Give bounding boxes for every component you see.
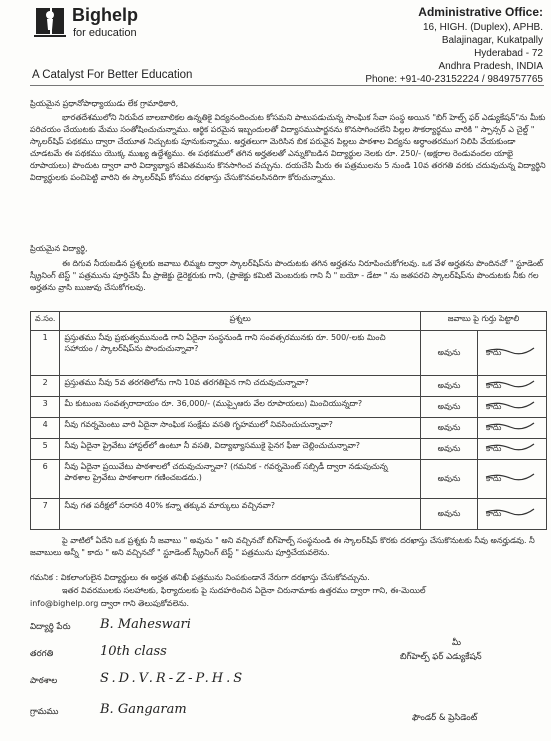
salutation-student: ప్రియమైన విద్యార్థి,: [30, 244, 88, 253]
row-question: నీవు ఏదైనా ప్రైవేటు హాస్టల్‌లో ఉంటూ నీ వసతి, విద్యాభ్యాసముకై పైనగ ఫీజు చెల్లించుచున్నావా?: [60, 439, 421, 460]
intro-paragraph-text: భారతదేశములోని నిరుపేద బాలబాలికల ఉన్నతికై విద్యనందించుట కోసమని పాటుపడుచున్న సాంఘిక సేవా సంస్థ అయిన "బిగ్ హెల్ప్ ఫర్ ఎడ్యుకేషన్"ను మీకు పరిచయం చేయుటకు మేము సంతోషించుచున్నాము. ఆర్థిక పరమైన ఇబ్బందులతో విద్యాసముపార్జనను కొనసాగించలేని పిల్లల సౌకర్యార్థము వారికి " స్పాన్సర్ ఎ చైల్డ్ " స్కాలర్‌షిప్ పథకము ద్వారా చేయూత నిచ్చుటకు పూనుకున్నాము. అర్హతలుగా మెరిసిన బిక పరువైన పిల్లలు పాఠశాల విద్యను అర్ధాంతరముగ నిలిపి వేయకుండా చూడటమే ఈ పథకము యొక్క ముఖ్య ఉద్దేశ్యము. ఈ పథకములో తగిన అర్హతలతో ఎన్నుకొబడిన విద్యార్థుల నెలకు రూ. 250/- (అక్షరాల రెండువందల యాభై రూపాయలు) పొందుట ద్వారా వారి విద్యాభ్యాస జీవితమును కొనసాగించ వచ్చును. దయచేసి మీరు ఈ పత్రములను 5 నుండి 10వ తరగతి వరకు చదువుచున్న విద్యార్థిని విద్యార్థులకు పంచిపెట్టి వారిని ఈ స్కాలర్‌షిప్ కోసము దరఖాస్తు చేసుకొనవలసినదిగా కోరుచున్నాము.: [30, 113, 546, 182]
row-number: 6: [31, 460, 60, 499]
village-label: గ్రామము: [30, 707, 59, 717]
row-number: 1: [31, 331, 60, 376]
row-number: 2: [31, 376, 60, 397]
handwritten-tick-icon: [484, 420, 536, 430]
table-row: [31, 397, 547, 418]
answer-no-label: కాదు: [486, 473, 502, 483]
school-label: పాఠశాల: [30, 676, 58, 686]
contact-line: [30, 585, 547, 597]
table-row: [31, 460, 547, 499]
answer-no-option[interactable]: [478, 418, 547, 439]
row-question: ప్రస్తుతము నీవు ప్రభుత్వమునుండి గాని ఏదైనా సంస్థనుండి గాని సంవత్సరమునకు రూ. 500/-లకు మించి సహాయం / స్కాలర్‌షిప్‌ను పొందుచున్నావా?: [60, 331, 421, 376]
row-question: ప్రస్తుతము నీవు 5వ తరగతిలోను గాని 10వ తరగతిపైన గాని చదువుచున్నావా?: [60, 376, 421, 397]
handwritten-tick-icon: [484, 471, 536, 481]
bighelp-logo-icon: [33, 4, 67, 40]
answer-no-label: కాదు: [486, 380, 502, 390]
eligibility-table: [30, 311, 547, 530]
row-number: 4: [31, 418, 60, 439]
intro-paragraph: [30, 112, 547, 234]
office-line: 16, HIGH. (Duplex), APHB.: [422, 22, 543, 33]
office-line: Balajinagar, Kukatpally: [441, 35, 543, 46]
class-value: 10th class: [100, 644, 167, 659]
student-name-label: విద్యార్థి పేరు: [30, 622, 71, 632]
row-number: 5: [31, 439, 60, 460]
answer-no-option[interactable]: [478, 331, 547, 376]
row-number: 3: [31, 397, 60, 418]
student-paragraph-text: ఈ దిగువ నీయబడిన ప్రశ్నలకు జవాబు లిమ్మట ద్వారా స్కాలర్‌షిప్‌ను పొందుటకు తగిన అర్హతను నిరూపించుకోగలవు. ఒక వేళ అర్హతను పొందినచో " స్టూడెంట్ స్క్రీనింగ్ టెస్ట్ " పత్రమును పూర్తిచేసి మీ ప్రాజెక్టు డైరెక్టరుకు గాని, (ప్రాజెక్టు కమిటి మెంబరుకు గాని నీ " బయో - డేటా " ను జతపరచి స్కాలర్‌షిప్‌ను పొందుటకు నీకు గల అర్హతను వ్రాసి ఋజువు చేసుకోగలవు.: [30, 259, 544, 292]
row-question: నీవు ఏదైనా ప్రయివేటు పాఠశాలలో చదువుచున్నావా? (గమనిక - గవర్నమెంట్ సబ్సిడీ ద్వారా నడుపుచున్న పాఠశాల ప్రైవేటు పాఠశాలగా గణించబడదు.): [60, 460, 421, 499]
table-row: [31, 376, 547, 397]
answer-no-option[interactable]: [478, 439, 547, 460]
col-answer-header: జవాబు పై గుర్తు పెట్టాలి: [421, 312, 547, 331]
note-line: గమనిక : వికలాంగులైన విద్యార్థులు ఈ అర్హత తనిఖీ పత్రమును నింపకుండానే నేరుగా దరఖాస్తు చేసుకోవచ్చును.: [30, 573, 370, 582]
table-row: [31, 439, 547, 460]
answer-no-option[interactable]: [478, 499, 547, 530]
row-question: నీవు గవర్నమెంటు వారి ఏదైనా సాంఘిక సంక్షేమ వసతి గృహములో నివసించుచున్నావా?: [60, 418, 421, 439]
answer-yes-option[interactable]: అవును: [421, 460, 478, 499]
handwritten-tick-icon: [484, 378, 536, 388]
tagline: A Catalyst For Better Education: [32, 69, 193, 81]
village-value: B. Gangaram: [100, 702, 187, 717]
col-number-header: వ.సం.: [31, 312, 60, 331]
answer-no-option[interactable]: [478, 376, 547, 397]
instruction-text: పై వాటిలో ఏదేని ఒక ప్రశ్నకు నీ జవాబు " అవును " అని వచ్చినచో బిగ్‌హెల్ప్ సంస్థనుండి ఈ స్కాలర్‌షిప్ కొరకు దరఖాస్తు చేసుకొనుటకు నీవు అనర్హుడవు. నీ జవాబులు అన్నీ " కాదు " అని వచ్చినచో " స్టూడెంట్ స్క్రీనింగ్ టెస్ట్ " పత్రమును పూర్తిచేయవలెను.: [30, 536, 535, 557]
table-row: [31, 331, 547, 376]
signoff-title: ఫౌండర్ & ప్రెసిడెంట్: [412, 713, 478, 723]
contact-text: ఇతర వివరములకు సలహాలకు, ఫిర్యాదులకు పై సుదహరించిన ఏదైనా చిరునామాకు ఉత్తరము ద్వారా గాని, ఈ-మెయిల్: [62, 586, 426, 595]
answer-no-label: కాదు: [486, 401, 502, 411]
class-label: తరగతి: [30, 649, 54, 659]
row-question: నీవు గత పరీక్షలో సరాసరి 40% కన్నా తక్కువ మార్కులు వచ్చినవా?: [60, 499, 421, 530]
office-line: Andhra Pradesh, INDIA: [438, 61, 543, 72]
student-paragraph: [30, 258, 547, 308]
table-row: [31, 418, 547, 439]
answer-yes-option[interactable]: అవును: [421, 418, 478, 439]
handwritten-tick-icon: [484, 345, 536, 355]
answer-no-label: కాదు: [486, 422, 502, 432]
answer-yes-option[interactable]: అవును: [421, 376, 478, 397]
signoff-organisation: బిగ్‌హెల్ప్ ఫర్ ఎడ్యుకేషన్: [400, 652, 482, 662]
handwritten-tick-icon: [484, 506, 536, 516]
office-title: Administrative Office:: [418, 5, 543, 19]
answer-yes-option[interactable]: అవును: [421, 499, 478, 530]
handwritten-tick-icon: [484, 399, 536, 409]
table-header-row: [31, 312, 547, 331]
salutation-headmaster: ప్రియమైన ప్రధానోపాధ్యాయుడు లేక గ్రామాధికారి,: [30, 99, 179, 108]
col-question-header: ప్రశ్నలు: [60, 312, 421, 331]
school-value: S.D.V.R-Z-P.H.S: [100, 671, 246, 686]
office-phone: Phone: +91-40-23152224 / 9849757765: [365, 74, 543, 85]
answer-yes-option[interactable]: అవును: [421, 331, 478, 376]
answer-no-option[interactable]: [478, 460, 547, 499]
student-name-value: B. Maheswari: [100, 617, 191, 632]
header-divider: [30, 85, 544, 86]
table-row: [31, 499, 547, 530]
answer-no-label: కాదు: [486, 347, 502, 357]
signoff-yours: మీ: [452, 638, 461, 648]
answer-yes-option[interactable]: అవును: [421, 397, 478, 418]
handwritten-tick-icon: [484, 441, 536, 451]
row-number: 7: [31, 499, 60, 530]
answer-yes-option[interactable]: అవును: [421, 439, 478, 460]
answer-no-label: కాదు: [486, 443, 502, 453]
answer-no-option[interactable]: [478, 397, 547, 418]
brand-name: Bighelp: [72, 5, 138, 25]
brand-subtitle: for education: [73, 27, 137, 39]
email-line: info@bighelp.org ద్వారా గాని తెలుపుకోవలెను.: [30, 599, 190, 608]
office-line: Hyderabad - 72: [474, 48, 543, 59]
row-question: మీ కుటుంబ సంవత్సరాదాయం రూ. 36,000/- (ముప్పైఆరు వేల రూపాయలు) మించియున్నదా?: [60, 397, 421, 418]
instruction-paragraph: [30, 535, 547, 571]
answer-no-label: కాదు: [486, 508, 502, 518]
office-address: [365, 6, 543, 86]
